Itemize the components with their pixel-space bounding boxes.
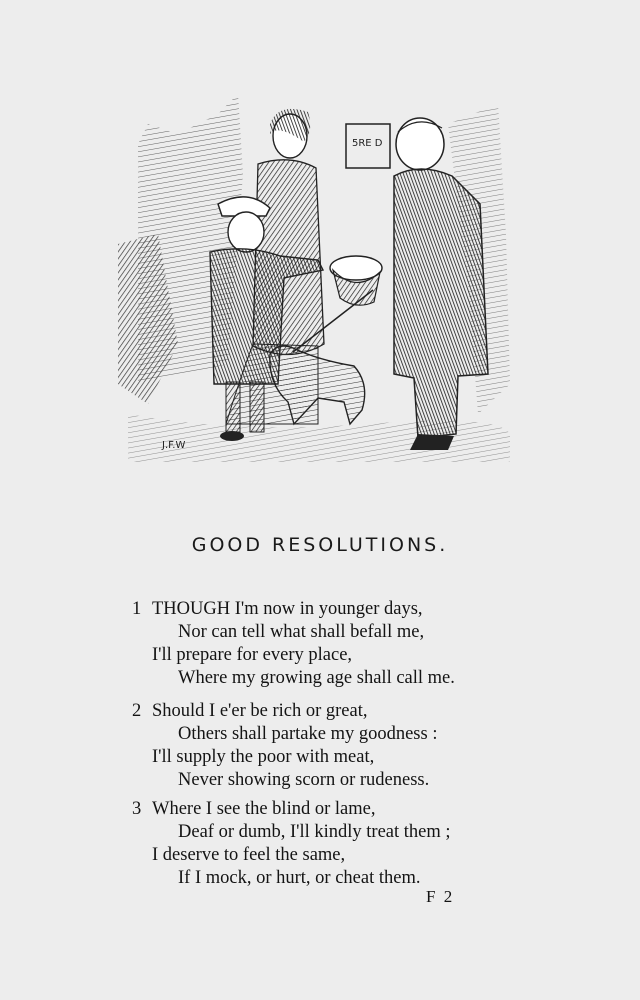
poem-line: Where I see the blind or lame, [152,799,376,819]
poem-line: I'll prepare for every place, [152,645,353,665]
engraving-illustration [118,84,510,462]
poem-line: Deaf or dumb, I'll kindly treat them ; [178,822,451,842]
poem-line: Nor can tell what shall befall me, [178,622,425,642]
poem-title: GOOD RESOLUTIONS. [191,534,449,556]
signature-mark: F 2 [426,887,455,906]
poem-line: THOUGH I'm now in younger days, [152,599,423,619]
artist-initials: J.F.W [162,440,186,451]
stanza-2 [132,700,552,792]
poem-line: Where my growing age shall call me. [178,668,455,688]
poem-line: I deserve to feel the same, [152,845,346,865]
poem-line: Never showing scorn or rudeness. [178,770,430,790]
stanza-1 [132,598,552,690]
stanza-number: 2 [132,701,142,721]
poem-line: If I mock, or hurt, or cheat them. [178,868,421,888]
poem-line: Others shall partake my goodness : [178,724,438,744]
stanza-3 [132,798,552,890]
poem-line: Should I e'er be rich or great, [152,701,368,721]
shop-sign-text: 5RE D [352,138,383,149]
stanza-number: 3 [132,799,142,819]
stanza-number: 1 [132,599,142,619]
poem-line: I'll supply the poor with meat, [152,747,375,767]
